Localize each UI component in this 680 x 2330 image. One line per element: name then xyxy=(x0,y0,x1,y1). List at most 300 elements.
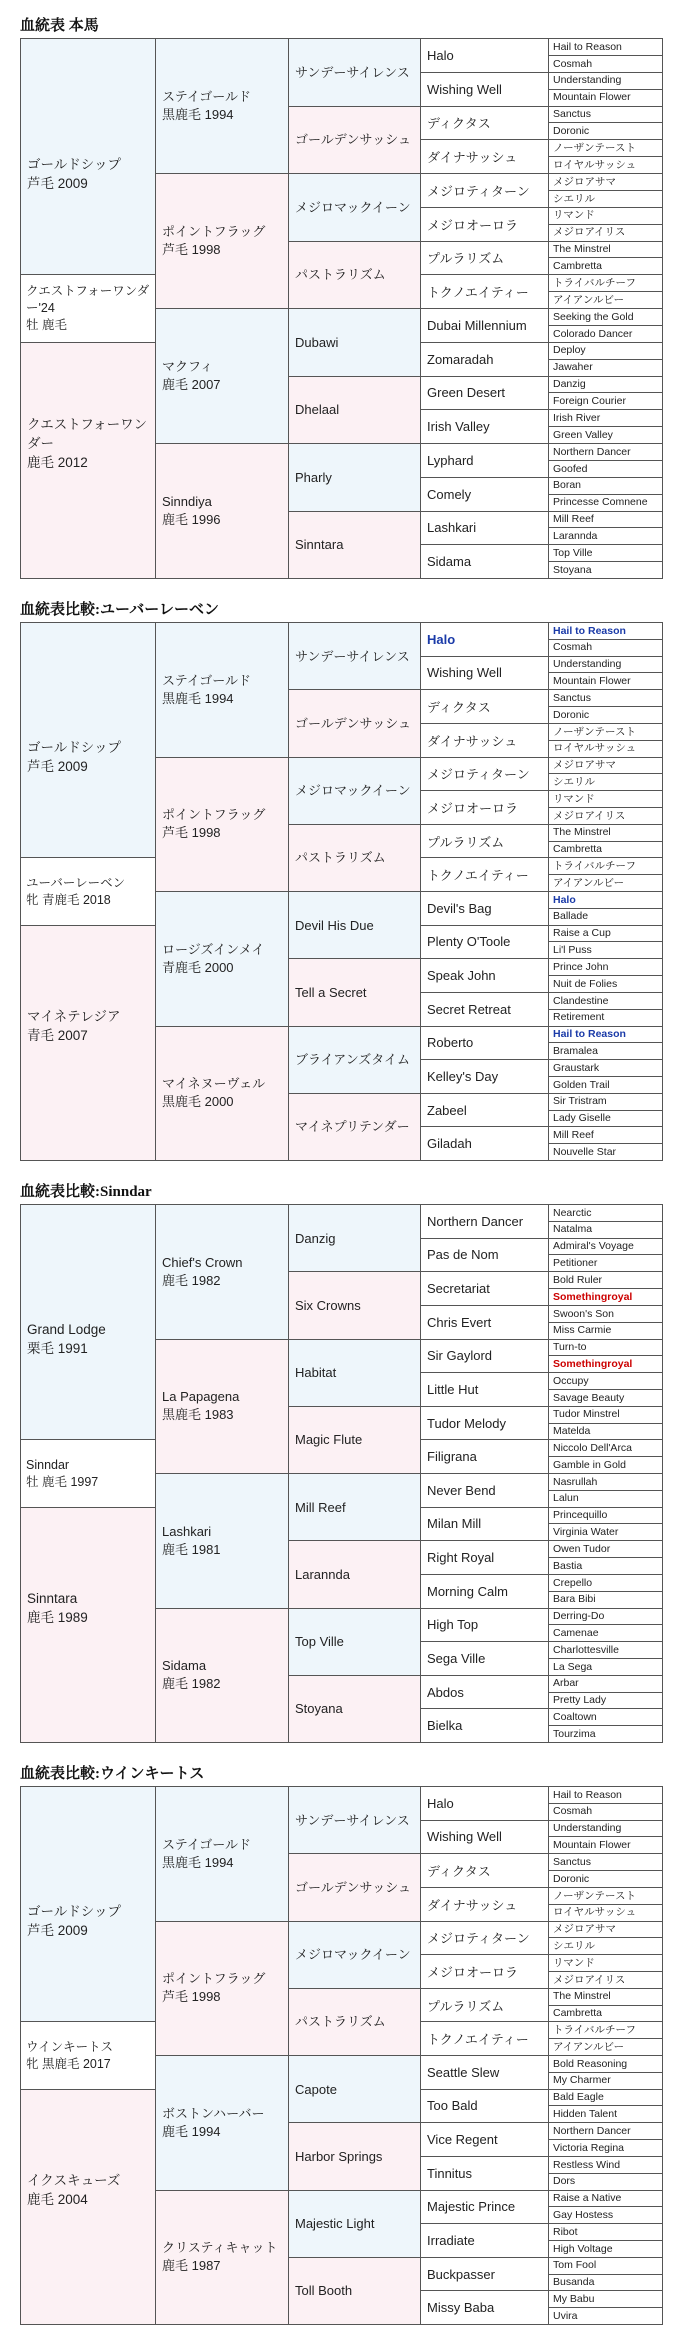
gen5-cell xyxy=(548,1322,663,1340)
gen2-cell xyxy=(155,173,289,309)
horse-name: Deploy xyxy=(553,344,586,357)
horse-name: メジロマックイーン xyxy=(295,199,411,215)
gen3-cell xyxy=(288,1406,421,1474)
gen3-cell xyxy=(288,511,421,580)
horse-name: Right Royal xyxy=(427,1550,495,1566)
gen5-cell xyxy=(548,1641,663,1659)
gen5-cell xyxy=(548,190,663,208)
gen5-cell xyxy=(548,122,663,140)
horse-name: Kelley's Day xyxy=(427,1068,499,1084)
horse-name: Raise a Cup xyxy=(553,927,611,940)
gen5-cell xyxy=(548,1523,663,1541)
horse-name: Tudor Minstrel xyxy=(553,1408,620,1421)
horse-name: トクノエイティー xyxy=(427,2032,529,2048)
gen5-cell xyxy=(548,1692,663,1710)
horse-detail: 芦毛 1998 xyxy=(162,1989,221,2005)
gen3-cell xyxy=(288,1608,421,1676)
horse-name: ゴールデンサッシュ xyxy=(295,1879,411,1895)
sire-cell xyxy=(20,38,156,309)
horse-name: Tudor Melody xyxy=(427,1415,506,1431)
gen5-cell xyxy=(548,291,663,309)
horse-name: Dubawi xyxy=(295,334,339,350)
gen4-cell xyxy=(420,1059,549,1094)
horse-name: メジロオーロラ xyxy=(427,217,519,233)
gen2-cell xyxy=(155,622,289,758)
gen4-cell xyxy=(420,409,549,444)
horse-name: Top Ville xyxy=(553,546,593,559)
horse-name: ステイゴールド xyxy=(162,89,252,104)
horse-name: マクフィ xyxy=(162,359,213,374)
gen5-cell xyxy=(548,807,663,825)
horse-name: Milan Mill xyxy=(427,1516,482,1532)
gen4-cell xyxy=(420,857,549,892)
horse-name: Plenty O'Toole xyxy=(427,934,511,950)
horse-name: Buckpasser xyxy=(427,2266,495,2282)
gen5-cell xyxy=(548,1143,663,1161)
horse-name: Pretty Lady xyxy=(553,1694,607,1707)
horse-name: サンデーサイレンス xyxy=(295,648,410,664)
gen3-cell xyxy=(288,38,421,107)
horse-name: プルラリズム xyxy=(427,1998,505,2014)
gen5-cell xyxy=(548,325,663,343)
gen5-cell xyxy=(548,723,663,741)
gen5-cell xyxy=(548,494,663,512)
horse-name: Retirement xyxy=(553,1011,605,1024)
gen4-cell xyxy=(420,1439,549,1474)
horse-name: メジロオーロラ xyxy=(427,1964,519,1980)
horse-name: メジロマックイーン xyxy=(295,783,411,799)
gen5-cell xyxy=(548,2072,663,2090)
gen4-cell xyxy=(420,656,549,691)
gen5-cell xyxy=(548,992,663,1010)
horse-name: トライバルチーフ xyxy=(553,860,636,873)
gen5-cell xyxy=(548,139,663,157)
horse-name: プルラリズム xyxy=(427,834,505,850)
gen4-cell xyxy=(420,511,549,546)
horse-name: Understanding xyxy=(553,658,622,671)
gen2-cell xyxy=(155,891,289,1027)
gen5-cell xyxy=(548,689,663,707)
gen5-cell xyxy=(548,1110,663,1128)
horse-name: Majestic Prince xyxy=(427,2199,516,2215)
gen5-cell xyxy=(548,1490,663,1508)
horse-name: マイネテレジア xyxy=(27,1009,121,1024)
horse-name: ダイナサッシュ xyxy=(427,150,518,166)
gen2-cell xyxy=(155,38,289,174)
horse-name: メジロアサマ xyxy=(553,175,616,188)
horse-name: Dors xyxy=(553,2175,576,2188)
gen5-cell xyxy=(548,207,663,225)
subject-name: Sinndar xyxy=(26,1457,70,1472)
gen3-cell xyxy=(288,757,421,825)
section-title: 血統表 本馬 xyxy=(20,18,99,34)
gen3-cell xyxy=(288,1540,421,1608)
section-title: 血統表比較:ユーバーレーベン xyxy=(20,602,219,618)
gen5-cell xyxy=(548,2307,663,2325)
horse-name: Gay Hostess xyxy=(553,2208,614,2221)
horse-name: Tell a Secret xyxy=(295,984,367,1000)
horse-name: Nearctic xyxy=(553,1206,592,1219)
gen5-cell xyxy=(548,2089,663,2107)
gen4-cell xyxy=(420,1608,549,1643)
gen5-cell xyxy=(548,409,663,427)
gen5-cell xyxy=(548,1423,663,1441)
horse-name: Six Crowns xyxy=(295,1297,361,1313)
horse-name: ゴールデンサッシュ xyxy=(295,715,411,731)
gen3-cell xyxy=(288,1853,421,1921)
horse-name: サンデーサイレンス xyxy=(295,1812,410,1828)
gen3-cell xyxy=(288,2055,421,2123)
gen5-cell xyxy=(548,156,663,174)
dam-cell xyxy=(20,308,156,579)
horse-name: メジロオーロラ xyxy=(427,800,519,816)
gen4-cell xyxy=(420,1641,549,1676)
horse-name: Goofed xyxy=(553,462,588,475)
horse-name: ゴールドシップ xyxy=(27,1904,121,1919)
gen4-cell xyxy=(420,1093,549,1128)
horse-name: Giladah xyxy=(427,1136,472,1152)
horse-name: ステイゴールド xyxy=(162,672,252,688)
horse-name: Capote xyxy=(295,2081,337,2097)
gen3-cell xyxy=(288,1204,421,1272)
horse-name: Sidama xyxy=(162,1658,207,1674)
gen4-cell xyxy=(420,824,549,859)
horse-name: Mountain Flower xyxy=(553,91,631,104)
gen5-cell xyxy=(548,2105,663,2123)
gen5-cell xyxy=(548,1557,663,1575)
gen5-cell xyxy=(548,2038,663,2056)
gen4-cell xyxy=(420,1853,549,1888)
gen5-cell xyxy=(548,1059,663,1077)
subject-detail: 牝 青鹿毛 2018 xyxy=(26,892,111,907)
horse-name: Owen Tudor xyxy=(553,1542,611,1555)
horse-name: メジロティターン xyxy=(427,767,530,783)
horse-name: Somethingroyal xyxy=(553,1290,633,1303)
gen4-cell xyxy=(420,2290,549,2325)
horse-name: ノーザンテースト xyxy=(553,725,636,738)
horse-detail: 栗毛 1991 xyxy=(27,1341,88,1356)
horse-name: ロイヤルサッシュ xyxy=(553,158,637,171)
gen5-cell xyxy=(548,257,663,275)
gen5-cell xyxy=(548,460,663,478)
horse-name: アイアンルビー xyxy=(553,876,625,889)
gen5-cell xyxy=(548,2173,663,2191)
gen5-cell xyxy=(548,173,663,191)
horse-name: Zomaradah xyxy=(427,351,494,367)
horse-name: Doronic xyxy=(553,708,590,721)
gen5-cell xyxy=(548,1507,663,1525)
gen4-cell xyxy=(420,308,549,343)
gen5-cell xyxy=(548,561,663,579)
dam-cell xyxy=(20,891,156,1161)
gen5-cell xyxy=(548,443,663,461)
gen4-cell xyxy=(420,1887,549,1922)
horse-name: Northern Dancer xyxy=(553,2124,631,2137)
horse-name: Bold Ruler xyxy=(553,1273,603,1286)
gen2-cell xyxy=(155,443,289,579)
gen4-cell xyxy=(420,173,549,208)
gen5-cell xyxy=(548,773,663,791)
gen3-cell xyxy=(288,2190,421,2258)
gen5-cell xyxy=(548,740,663,758)
gen5-cell xyxy=(548,1988,663,2006)
horse-name: Wishing Well xyxy=(427,665,502,681)
horse-name: ゴールデンサッシュ xyxy=(295,132,411,148)
horse-name: Ribot xyxy=(553,2225,578,2238)
horse-name: メジロティターン xyxy=(427,1931,530,1947)
horse-name: クエストフォーワンダー xyxy=(27,417,148,451)
horse-name: Halo xyxy=(427,631,456,647)
gen4-cell xyxy=(420,2021,549,2056)
gen5-cell xyxy=(548,1786,663,1804)
horse-name: Filigrana xyxy=(427,1449,477,1465)
horse-name: My Babu xyxy=(553,2293,595,2306)
gen3-cell xyxy=(288,689,421,757)
horse-detail: 黒鹿毛 2000 xyxy=(162,1094,234,1110)
horse-name: Seattle Slew xyxy=(427,2064,500,2080)
horse-name: Lashkari xyxy=(162,1523,212,1539)
horse-name: トライバルチーフ xyxy=(553,2024,636,2037)
horse-name: Sinntara xyxy=(27,1591,78,1606)
gen4-cell xyxy=(420,958,549,993)
horse-name: アイアンルビー xyxy=(553,2040,625,2053)
gen4-cell xyxy=(420,1305,549,1340)
horse-name: Chief's Crown xyxy=(162,1254,243,1270)
horse-name: Larannda xyxy=(553,530,598,543)
horse-name: Wishing Well xyxy=(427,81,502,97)
horse-name: Princesse Comnene xyxy=(553,496,648,509)
gen5-cell xyxy=(548,1042,663,1060)
gen4-cell xyxy=(420,241,549,276)
horse-name: Savage Beauty xyxy=(553,1391,625,1404)
gen5-cell xyxy=(548,1870,663,1888)
gen5-cell xyxy=(548,224,663,242)
gen5-cell xyxy=(548,38,663,56)
gen5-cell xyxy=(548,1221,663,1239)
horse-name: Li'l Puss xyxy=(553,944,592,957)
horse-name: Sidama xyxy=(427,554,472,570)
gen5-cell xyxy=(548,2021,663,2039)
horse-name: Somethingroyal xyxy=(553,1357,633,1370)
gen5-cell xyxy=(548,1473,663,1491)
gen3-cell xyxy=(288,1271,421,1339)
gen5-cell xyxy=(548,1288,663,1306)
horse-detail: 芦毛 1998 xyxy=(162,825,221,841)
gen4-cell xyxy=(420,207,549,242)
gen5-cell xyxy=(548,359,663,377)
gen2-cell xyxy=(155,1026,289,1162)
horse-detail: 鹿毛 1981 xyxy=(162,1541,221,1557)
gen5-cell xyxy=(548,376,663,394)
gen5-cell xyxy=(548,72,663,90)
gen4-cell xyxy=(420,790,549,825)
gen2-cell xyxy=(155,2055,289,2191)
horse-name: Dubai Millennium xyxy=(427,317,527,333)
horse-name: Bold Reasoning xyxy=(553,2057,628,2070)
gen4-cell xyxy=(420,139,549,174)
gen4-cell xyxy=(420,1708,549,1743)
horse-name: Grand Lodge xyxy=(27,1322,106,1337)
horse-name: Hail to Reason xyxy=(553,1788,622,1801)
gen5-cell xyxy=(548,622,663,640)
horse-name: ダイナサッシュ xyxy=(427,1897,518,1913)
gen5-cell xyxy=(548,2190,663,2208)
horse-name: メジロマックイーン xyxy=(295,1947,411,1963)
gen5-cell xyxy=(548,672,663,690)
horse-name: Jawaher xyxy=(553,361,593,374)
horse-name: パストラリズム xyxy=(295,850,386,866)
horse-name: リマンド xyxy=(553,1956,595,1969)
gen5-cell xyxy=(548,2223,663,2241)
horse-name: Halo xyxy=(427,1795,454,1811)
gen2-cell xyxy=(155,757,289,893)
horse-name: Mountain Flower xyxy=(553,1839,631,1852)
gen4-cell xyxy=(420,2089,549,2124)
horse-name: Lady Giselle xyxy=(553,1112,611,1125)
horse-name: Irish River xyxy=(553,411,601,424)
horse-name: シエリル xyxy=(553,1939,595,1952)
gen2-cell xyxy=(155,1786,289,1922)
subject-horse-cell xyxy=(20,274,156,343)
gen3-cell xyxy=(288,308,421,377)
gen5-cell xyxy=(548,2055,663,2073)
gen4-cell xyxy=(420,1339,549,1374)
horse-detail: 黒鹿毛 1983 xyxy=(162,1407,234,1423)
gen4-cell xyxy=(420,544,549,579)
gen5-cell xyxy=(548,757,663,775)
horse-name: リマンド xyxy=(553,209,595,222)
subject-name: ウインキートス xyxy=(26,2039,114,2054)
horse-detail: 鹿毛 1994 xyxy=(162,2123,221,2139)
horse-name: Morning Calm xyxy=(427,1583,508,1599)
horse-name: Habitat xyxy=(295,1365,337,1381)
gen5-cell xyxy=(548,1204,663,1222)
horse-name: プルラリズム xyxy=(427,251,505,267)
gen3-cell xyxy=(288,891,421,959)
gen4-cell xyxy=(420,1786,549,1821)
horse-name: Danzig xyxy=(553,378,586,391)
horse-name: Natalma xyxy=(553,1223,593,1236)
gen3-cell xyxy=(288,106,421,175)
subject-name: ユーバーレーベン xyxy=(26,875,126,890)
gen5-cell xyxy=(548,1238,663,1256)
horse-name: マイネヌーヴェル xyxy=(162,1076,266,1092)
sire-cell xyxy=(20,1786,156,2056)
horse-name: Irradiate xyxy=(427,2232,475,2248)
horse-name: ボストンハーバー xyxy=(162,2105,265,2121)
horse-name: Victoria Regina xyxy=(553,2141,625,2154)
horse-detail: 芦毛 2009 xyxy=(27,1923,88,1938)
horse-name: My Charmer xyxy=(553,2074,611,2087)
gen5-cell xyxy=(548,925,663,943)
gen5-cell xyxy=(548,1406,663,1424)
horse-name: Lyphard xyxy=(427,452,474,468)
gen4-cell xyxy=(420,1372,549,1407)
gen4-cell xyxy=(420,1954,549,1989)
horse-name: Raise a Native xyxy=(553,2192,622,2205)
gen4-cell xyxy=(420,2223,549,2258)
horse-name: Mill Reef xyxy=(553,1129,594,1142)
gen4-cell xyxy=(420,274,549,309)
horse-name: Sega Ville xyxy=(427,1650,486,1666)
section-title: 血統表比較:Sinndar xyxy=(20,1184,152,1200)
gen5-cell xyxy=(548,656,663,674)
horse-name: Nuit de Folies xyxy=(553,977,618,990)
horse-name: Virginia Water xyxy=(553,1526,619,1539)
horse-name: トクノエイティー xyxy=(427,868,529,884)
horse-name: クリスティキャット xyxy=(162,2240,278,2256)
gen5-cell xyxy=(548,1389,663,1407)
horse-name: Doronic xyxy=(553,1872,590,1885)
gen4-cell xyxy=(420,1126,549,1161)
horse-name: Sinntara xyxy=(295,537,344,553)
pedigree-table xyxy=(20,38,662,578)
gen4-cell xyxy=(420,622,549,657)
horse-name: Cambretta xyxy=(553,2007,603,2020)
horse-name: Sanctus xyxy=(553,108,591,121)
horse-name: Matelda xyxy=(553,1425,591,1438)
gen3-cell xyxy=(288,1988,421,2056)
gen4-cell xyxy=(420,757,549,792)
horse-name: Hail to Reason xyxy=(553,1028,626,1041)
horse-name: Danzig xyxy=(295,1230,336,1246)
horse-name: ロイヤルサッシュ xyxy=(553,742,637,755)
horse-name: Cosmah xyxy=(553,57,593,70)
horse-detail: 鹿毛 1982 xyxy=(162,1676,221,1692)
horse-name: Halo xyxy=(553,893,576,906)
horse-name: Boran xyxy=(553,479,582,492)
gen5-cell xyxy=(548,2290,663,2308)
gen2-cell xyxy=(155,1473,289,1609)
horse-name: Zabeel xyxy=(427,1102,467,1118)
horse-name: ディクタス xyxy=(427,1864,491,1880)
gen5-cell xyxy=(548,841,663,859)
gen4-cell xyxy=(420,925,549,960)
horse-name: Mill Reef xyxy=(553,513,594,526)
gen5-cell xyxy=(548,874,663,892)
horse-name: メジロアイリス xyxy=(553,1973,626,1986)
gen5-cell xyxy=(548,2122,663,2140)
gen5-cell xyxy=(548,1093,663,1111)
horse-detail: 芦毛 2009 xyxy=(27,175,88,191)
gen5-cell xyxy=(548,2005,663,2023)
gen5-cell xyxy=(548,1937,663,1955)
horse-name: Roberto xyxy=(427,1035,474,1051)
gen4-cell xyxy=(420,1574,549,1609)
gen4-cell xyxy=(420,1271,549,1306)
gen3-cell xyxy=(288,1339,421,1407)
horse-name: Cosmah xyxy=(553,641,593,654)
gen5-cell xyxy=(548,274,663,292)
gen5-cell xyxy=(548,1887,663,1905)
gen4-cell xyxy=(420,1988,549,2023)
horse-name: Tinnitus xyxy=(427,2165,473,2181)
subject-detail: 牝 黒鹿毛 2017 xyxy=(26,2056,111,2071)
horse-detail: 青毛 2007 xyxy=(27,1028,88,1043)
gen4-cell xyxy=(420,1026,549,1061)
horse-name: Coaltown xyxy=(553,1711,597,1724)
gen5-cell xyxy=(548,1456,663,1474)
gen5-cell xyxy=(548,2139,663,2157)
horse-name: Restless Wind xyxy=(553,2158,621,2171)
horse-name: La Sega xyxy=(553,1660,593,1673)
gen5-cell xyxy=(548,1540,663,1558)
horse-name: アイアンルビー xyxy=(553,293,625,306)
dam-cell xyxy=(20,2055,156,2325)
gen5-cell xyxy=(548,1254,663,1272)
horse-name: ディクタス xyxy=(427,700,491,716)
gen4-cell xyxy=(420,2257,549,2292)
